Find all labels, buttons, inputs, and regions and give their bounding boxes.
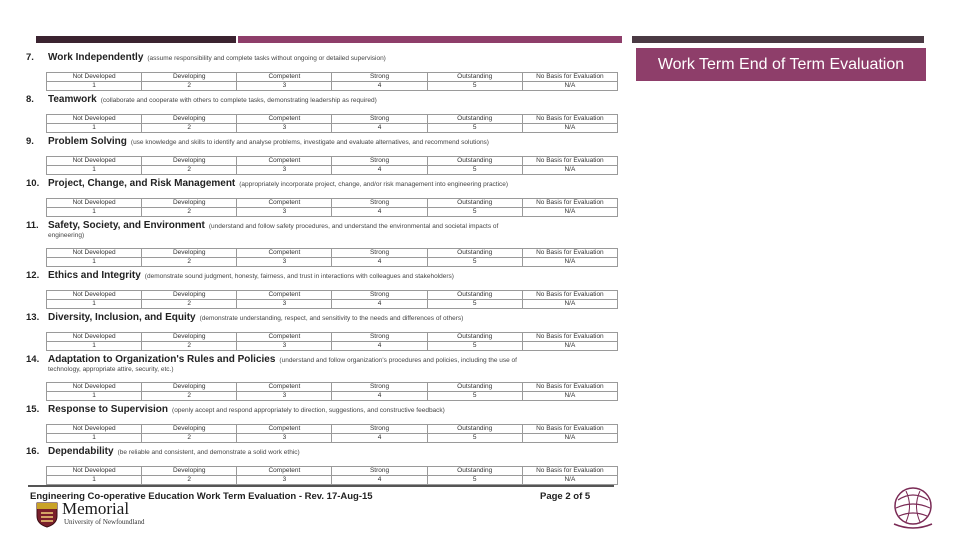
scale-value-cell[interactable]: N/A <box>522 82 617 91</box>
scale-value-cell[interactable]: N/A <box>522 258 617 267</box>
question-heading <box>24 312 624 324</box>
scale-value-cell[interactable]: 1 <box>47 392 142 401</box>
scale-label-cell: Developing <box>142 383 237 392</box>
rating-scale-table <box>46 156 618 175</box>
scale-label-cell: Strong <box>332 467 427 476</box>
scale-value-cell[interactable]: 4 <box>332 258 427 267</box>
footer-form-title: Engineering Co-operative Education Work Term Evaluation - Rev. 17-Aug-15 <box>30 491 373 502</box>
scale-value-cell[interactable]: 5 <box>427 476 522 485</box>
scale-value-cell[interactable]: 2 <box>142 434 237 443</box>
slide-title-box <box>636 48 926 81</box>
question-heading <box>24 52 624 64</box>
scale-value-cell[interactable]: 5 <box>427 434 522 443</box>
scale-label-row <box>47 199 618 208</box>
question-heading <box>24 404 624 416</box>
scale-label-cell: Developing <box>142 115 237 124</box>
question-name: Dependability <box>48 446 114 457</box>
scale-value-cell[interactable]: 5 <box>427 124 522 133</box>
scale-label-cell: No Basis for Evaluation <box>522 115 617 124</box>
scale-label-cell: Strong <box>332 157 427 166</box>
scale-value-row <box>47 208 618 217</box>
scale-label-cell: Developing <box>142 199 237 208</box>
question-number: 9. <box>26 136 34 147</box>
question-description: (use knowledge and skills to identify and analyse problems, investigate and evaluate alternatives, and recommend solutions) <box>130 139 489 146</box>
question-description: (assume responsibility and complete tasks without ongoing or detailed supervision) <box>147 55 386 62</box>
scale-label-cell: Developing <box>142 73 237 82</box>
scale-value-cell[interactable]: 1 <box>47 258 142 267</box>
footer-page-number: Page 2 of 5 <box>540 491 591 502</box>
scale-value-cell[interactable]: 1 <box>47 124 142 133</box>
scale-value-cell[interactable]: 3 <box>237 300 332 309</box>
scale-value-cell[interactable]: 1 <box>47 208 142 217</box>
question-block <box>24 270 624 312</box>
scale-label-cell: No Basis for Evaluation <box>522 73 617 82</box>
scale-label-cell: Outstanding <box>427 467 522 476</box>
top-bar-dark <box>36 36 236 43</box>
scale-label-cell: Outstanding <box>427 115 522 124</box>
scale-value-cell[interactable]: 1 <box>47 82 142 91</box>
question-description: (demonstrate understanding, respect, and sensitivity to the needs and differences of others) <box>199 315 464 322</box>
question-description-continued: technology, appropriate attire, security, etc.) <box>48 366 174 373</box>
question-heading <box>24 446 624 458</box>
scale-label-row <box>47 249 618 258</box>
scale-value-cell[interactable]: 5 <box>427 392 522 401</box>
scale-value-row <box>47 300 618 309</box>
scale-label-cell: Strong <box>332 199 427 208</box>
scale-value-cell[interactable]: N/A <box>522 342 617 351</box>
scale-value-cell[interactable]: 1 <box>47 342 142 351</box>
scale-value-row <box>47 258 618 267</box>
scale-label-cell: Competent <box>237 467 332 476</box>
scale-label-cell: Outstanding <box>427 199 522 208</box>
evaluation-form <box>24 52 624 488</box>
scale-value-cell[interactable]: 3 <box>237 82 332 91</box>
question-name: Problem Solving <box>48 136 127 147</box>
rating-scale-table <box>46 72 618 91</box>
scale-value-cell[interactable]: 3 <box>237 208 332 217</box>
scale-label-cell: Strong <box>332 383 427 392</box>
scale-value-cell[interactable]: 5 <box>427 300 522 309</box>
scale-label-cell: No Basis for Evaluation <box>522 249 617 258</box>
scale-label-cell: Competent <box>237 199 332 208</box>
question-heading <box>24 94 624 106</box>
scale-label-cell: No Basis for Evaluation <box>522 383 617 392</box>
top-bar-accent <box>238 36 622 43</box>
question-number: 15. <box>26 404 40 415</box>
question-block <box>24 404 624 446</box>
scale-value-cell[interactable]: 3 <box>237 258 332 267</box>
scale-value-cell[interactable]: 5 <box>427 258 522 267</box>
question-block <box>24 136 624 178</box>
question-heading <box>24 178 624 190</box>
question-description: (appropriately incorporate project, change, and/or risk management into engineering practice) <box>239 181 509 188</box>
footer-divider <box>28 485 614 487</box>
scale-value-cell[interactable]: 4 <box>332 342 427 351</box>
scale-label-cell: Competent <box>237 291 332 300</box>
scale-label-cell: Developing <box>142 291 237 300</box>
scale-value-cell[interactable]: 2 <box>142 392 237 401</box>
scale-value-cell[interactable]: 4 <box>332 166 427 175</box>
question-block <box>24 52 624 94</box>
scale-label-cell: Developing <box>142 425 237 434</box>
scale-label-cell: Developing <box>142 467 237 476</box>
question-heading <box>24 220 624 240</box>
question-number: 13. <box>26 312 40 323</box>
scale-value-row <box>47 476 618 485</box>
question-description: (demonstrate sound judgment, honesty, fairness, and trust in interactions with colleagues and stakeholders) <box>144 273 454 280</box>
scale-value-row <box>47 82 618 91</box>
scale-value-cell[interactable]: 3 <box>237 476 332 485</box>
scale-value-cell[interactable]: 1 <box>47 166 142 175</box>
logo-name: Memorial <box>62 499 130 518</box>
scale-value-cell[interactable]: 5 <box>427 208 522 217</box>
question-name: Adaptation to Organization's Rules and Policies <box>48 354 276 365</box>
question-description: (openly accept and respond appropriately to direction, suggestions, and constructive feedback) <box>172 407 445 414</box>
scale-label-cell: Competent <box>237 383 332 392</box>
question-description-continued: engineering) <box>48 232 85 239</box>
question-block <box>24 312 624 354</box>
scale-label-row <box>47 157 618 166</box>
scale-value-cell[interactable]: 4 <box>332 124 427 133</box>
scale-label-cell: Not Developed <box>47 249 142 258</box>
scale-label-cell: Outstanding <box>427 291 522 300</box>
scale-value-cell[interactable]: 2 <box>142 124 237 133</box>
scale-value-cell[interactable]: 3 <box>237 434 332 443</box>
question-heading <box>24 270 624 282</box>
scale-label-cell: No Basis for Evaluation <box>522 291 617 300</box>
scale-label-cell: Competent <box>237 157 332 166</box>
rating-scale-table <box>46 332 618 351</box>
scale-label-cell: Outstanding <box>427 333 522 342</box>
scale-value-cell[interactable]: 2 <box>142 476 237 485</box>
question-name: Project, Change, and Risk Management <box>48 178 236 189</box>
scale-value-cell[interactable]: 5 <box>427 342 522 351</box>
scale-value-cell[interactable]: 4 <box>332 434 427 443</box>
question-description: (understand and follow organization's procedures and policies, including the use of <box>279 357 517 364</box>
question-name: Ethics and Integrity <box>48 270 141 281</box>
scale-label-cell: No Basis for Evaluation <box>522 333 617 342</box>
scale-value-cell[interactable]: 2 <box>142 82 237 91</box>
question-number: 14. <box>26 354 40 365</box>
scale-value-row <box>47 166 618 175</box>
scale-value-cell[interactable]: N/A <box>522 208 617 217</box>
question-name: Safety, Society, and Environment <box>48 220 205 231</box>
scale-value-cell[interactable]: 1 <box>47 476 142 485</box>
scale-label-cell: Strong <box>332 115 427 124</box>
scale-label-row <box>47 115 618 124</box>
scale-label-row <box>47 383 618 392</box>
scale-label-row <box>47 333 618 342</box>
scale-value-cell[interactable]: 4 <box>332 208 427 217</box>
scale-label-row <box>47 467 618 476</box>
scale-value-cell[interactable]: 3 <box>237 124 332 133</box>
scale-label-row <box>47 291 618 300</box>
scale-label-cell: Strong <box>332 333 427 342</box>
scale-value-cell[interactable]: N/A <box>522 124 617 133</box>
scale-value-cell[interactable]: 1 <box>47 434 142 443</box>
top-bar-right <box>632 36 924 43</box>
scale-value-cell[interactable]: 2 <box>142 166 237 175</box>
scale-label-cell: Not Developed <box>47 157 142 166</box>
scale-label-cell: Not Developed <box>47 467 142 476</box>
scale-value-cell[interactable]: 3 <box>237 392 332 401</box>
scale-label-cell: Developing <box>142 157 237 166</box>
scale-value-cell[interactable]: 4 <box>332 392 427 401</box>
rating-scale-table <box>46 382 618 401</box>
rating-scale-table <box>46 290 618 309</box>
rating-scale-table <box>46 198 618 217</box>
question-number: 11. <box>26 220 39 231</box>
scale-value-cell[interactable]: 5 <box>427 166 522 175</box>
scale-label-cell: Strong <box>332 249 427 258</box>
scale-label-cell: Not Developed <box>47 291 142 300</box>
question-name: Diversity, Inclusion, and Equity <box>48 312 196 323</box>
question-name: Work Independently <box>48 52 144 63</box>
question-block <box>24 178 624 220</box>
scale-label-cell: Not Developed <box>47 115 142 124</box>
scale-value-cell[interactable]: N/A <box>522 166 617 175</box>
question-heading <box>24 354 624 374</box>
question-name: Response to Supervision <box>48 404 169 415</box>
scale-label-cell: Outstanding <box>427 425 522 434</box>
coop-seal-icon <box>886 482 940 532</box>
question-block <box>24 354 624 404</box>
scale-value-row <box>47 392 618 401</box>
scale-label-cell: Strong <box>332 425 427 434</box>
question-number: 12. <box>26 270 40 281</box>
question-description: (be reliable and consistent, and demonstrate a solid work ethic) <box>117 449 300 456</box>
scale-label-cell: Strong <box>332 291 427 300</box>
scale-value-row <box>47 342 618 351</box>
scale-label-row <box>47 73 618 82</box>
question-description: (understand and follow safety procedures, and understand the environmental and societal impacts of <box>208 223 499 230</box>
scale-label-cell: Outstanding <box>427 383 522 392</box>
scale-label-cell: No Basis for Evaluation <box>522 425 617 434</box>
scale-label-row <box>47 425 618 434</box>
scale-label-cell: Not Developed <box>47 383 142 392</box>
question-block <box>24 220 624 270</box>
scale-label-cell: Not Developed <box>47 333 142 342</box>
scale-value-cell[interactable]: 4 <box>332 300 427 309</box>
scale-value-cell[interactable]: 3 <box>237 166 332 175</box>
scale-value-cell[interactable]: N/A <box>522 392 617 401</box>
question-number: 7. <box>26 52 34 63</box>
rating-scale-table <box>46 424 618 443</box>
question-description: (collaborate and cooperate with others to complete tasks, demonstrating leadership as required) <box>100 97 377 104</box>
scale-label-cell: Strong <box>332 73 427 82</box>
university-crest-icon <box>36 502 58 528</box>
scale-label-cell: No Basis for Evaluation <box>522 199 617 208</box>
scale-label-cell: Developing <box>142 249 237 258</box>
scale-label-cell: No Basis for Evaluation <box>522 467 617 476</box>
scale-value-row <box>47 434 618 443</box>
scale-value-row <box>47 124 618 133</box>
question-block <box>24 94 624 136</box>
scale-label-cell: Competent <box>237 333 332 342</box>
scale-value-cell[interactable]: 3 <box>237 342 332 351</box>
logo-subtitle: University of Newfoundland <box>64 518 145 526</box>
scale-value-cell[interactable]: 2 <box>142 342 237 351</box>
scale-value-cell[interactable]: 5 <box>427 82 522 91</box>
question-number: 8. <box>26 94 34 105</box>
scale-label-cell: Competent <box>237 115 332 124</box>
rating-scale-table <box>46 466 618 485</box>
scale-label-cell: Competent <box>237 425 332 434</box>
scale-value-cell[interactable]: N/A <box>522 300 617 309</box>
scale-value-cell[interactable]: 4 <box>332 476 427 485</box>
question-heading <box>24 136 624 148</box>
scale-value-cell[interactable]: 1 <box>47 300 142 309</box>
question-number: 16. <box>26 446 40 457</box>
rating-scale-table <box>46 114 618 133</box>
scale-label-cell: Competent <box>237 73 332 82</box>
question-block <box>24 446 624 488</box>
slide-title: Work Term End of Term Evaluation <box>657 56 905 73</box>
scale-value-cell[interactable]: 2 <box>142 258 237 267</box>
scale-label-cell: Outstanding <box>427 73 522 82</box>
scale-value-cell[interactable]: N/A <box>522 434 617 443</box>
scale-value-cell[interactable]: 2 <box>142 208 237 217</box>
scale-label-cell: Not Developed <box>47 73 142 82</box>
scale-label-cell: Outstanding <box>427 157 522 166</box>
scale-label-cell: No Basis for Evaluation <box>522 157 617 166</box>
scale-label-cell: Not Developed <box>47 425 142 434</box>
question-number: 10. <box>26 178 40 189</box>
scale-label-cell: Outstanding <box>427 249 522 258</box>
scale-label-cell: Developing <box>142 333 237 342</box>
scale-value-cell[interactable]: N/A <box>522 476 617 485</box>
scale-value-cell[interactable]: 2 <box>142 300 237 309</box>
scale-label-cell: Not Developed <box>47 199 142 208</box>
scale-label-cell: Competent <box>237 249 332 258</box>
question-name: Teamwork <box>48 94 97 105</box>
scale-value-cell[interactable]: 4 <box>332 82 427 91</box>
rating-scale-table <box>46 248 618 267</box>
